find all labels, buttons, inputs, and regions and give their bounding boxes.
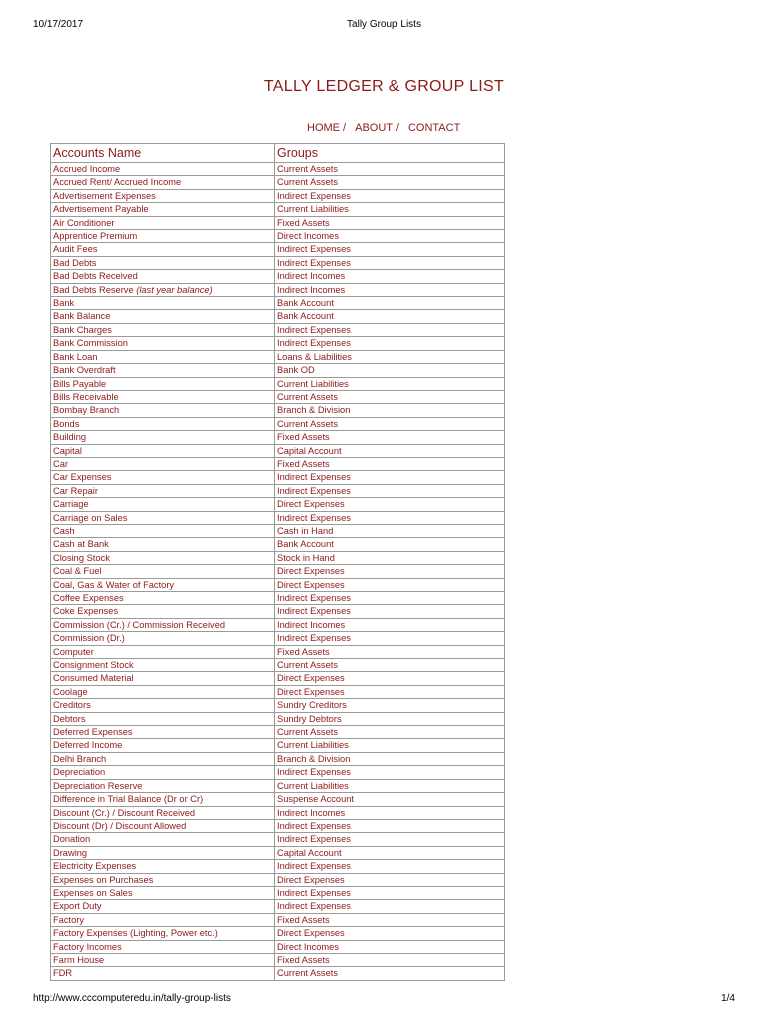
table-row [51, 431, 505, 444]
account-name: Computer [53, 646, 94, 657]
account-name-cell [51, 806, 275, 819]
group-cell: Indirect Expenses [275, 766, 505, 779]
table-row [51, 390, 505, 403]
table-row [51, 256, 505, 269]
account-name: Advertisement Expenses [53, 190, 156, 201]
table-row [51, 350, 505, 363]
account-name-cell [51, 726, 275, 739]
group-cell: Current Assets [275, 163, 505, 176]
account-name-cell [51, 471, 275, 484]
table-row [51, 310, 505, 323]
account-name-cell [51, 793, 275, 806]
table-row [51, 967, 505, 980]
account-name-cell [51, 685, 275, 698]
account-name-cell [51, 632, 275, 645]
group-cell: Branch & Division [275, 752, 505, 765]
group-cell: Direct Incomes [275, 940, 505, 953]
group-cell: Indirect Expenses [275, 511, 505, 524]
group-cell: Indirect Incomes [275, 806, 505, 819]
account-name-cell [51, 645, 275, 658]
table-row [51, 297, 505, 310]
account-note: (last year balance) [136, 284, 213, 295]
account-name-cell [51, 712, 275, 725]
table-row [51, 645, 505, 658]
table-row [51, 860, 505, 873]
table-row [51, 216, 505, 229]
account-name: Accrued Income [53, 164, 121, 174]
table-row [51, 927, 505, 940]
top-nav [307, 122, 460, 134]
account-name: Delhi Branch [53, 753, 107, 764]
account-name: Donation [53, 834, 91, 845]
account-name: Bank Balance [53, 311, 111, 322]
account-name: Carriage on Sales [53, 512, 128, 523]
group-cell: Current Liabilities [275, 739, 505, 752]
group-cell: Fixed Assets [275, 913, 505, 926]
table-row [51, 900, 505, 913]
account-name: Coffee Expenses [53, 593, 124, 603]
account-name-cell [51, 511, 275, 524]
group-cell: Capital Account [275, 444, 505, 457]
account-name-cell [51, 819, 275, 832]
account-name-cell [51, 900, 275, 913]
account-name: Coal & Fuel [53, 566, 102, 577]
table-row [51, 739, 505, 752]
account-name: Bank Overdraft [53, 365, 116, 376]
account-name-cell [51, 927, 275, 940]
account-name: Electricity Expenses [53, 861, 137, 872]
table-body [51, 163, 505, 981]
account-name-cell [51, 578, 275, 591]
group-cell: Indirect Expenses [275, 484, 505, 497]
table-row [51, 270, 505, 283]
print-page-title: Tally Group Lists [347, 19, 421, 30]
group-cell: Current Liabilities [275, 779, 505, 792]
group-cell: Indirect Expenses [275, 833, 505, 846]
account-name-cell [51, 592, 275, 605]
account-name: Expenses on Sales [53, 887, 133, 898]
table-row [51, 377, 505, 390]
column-header-groups: Groups [275, 144, 505, 163]
table-row [51, 618, 505, 631]
account-name: Factory Expenses (Lighting, Power etc.) [53, 928, 218, 939]
group-cell: Indirect Incomes [275, 283, 505, 296]
group-cell: Indirect Expenses [275, 189, 505, 202]
account-name: Accrued Rent/ Accrued Income [53, 177, 182, 188]
table-row [51, 203, 505, 216]
group-cell: Indirect Incomes [275, 270, 505, 283]
account-name-cell [51, 873, 275, 886]
nav-home-link[interactable]: HOME / [307, 122, 347, 134]
footer-url: http://www.cccomputeredu.in/tally-group-lists [33, 993, 231, 1004]
table-row [51, 659, 505, 672]
account-name-cell [51, 833, 275, 846]
group-cell: Direct Expenses [275, 672, 505, 685]
group-cell: Fixed Assets [275, 645, 505, 658]
nav-contact-link[interactable]: CONTACT [407, 122, 461, 134]
table-row [51, 404, 505, 417]
account-name: Drawing [53, 847, 88, 858]
account-name: FDR [53, 968, 73, 979]
account-name-cell [51, 659, 275, 672]
account-name: Discount (Dr) / Discount Allowed [53, 820, 187, 831]
account-name-cell [51, 967, 275, 980]
group-cell: Indirect Expenses [275, 886, 505, 899]
group-cell: Current Liabilities [275, 377, 505, 390]
account-name-cell [51, 860, 275, 873]
account-name: Deferred Expenses [53, 727, 133, 738]
account-name-cell [51, 163, 275, 176]
group-cell: Current Assets [275, 417, 505, 430]
table-row [51, 498, 505, 511]
account-name: Consumed Material [53, 673, 134, 684]
account-name-cell [51, 364, 275, 377]
account-name: Creditors [53, 700, 91, 711]
group-cell: Bank Account [275, 538, 505, 551]
account-name: Building [53, 432, 87, 443]
account-name: Bills Payable [53, 378, 107, 389]
account-name: Debtors [53, 713, 86, 724]
account-name-cell [51, 283, 275, 296]
account-name: Farm House [53, 954, 105, 965]
table-row [51, 538, 505, 551]
table-row [51, 806, 505, 819]
table-row [51, 873, 505, 886]
account-name-cell [51, 337, 275, 350]
group-cell: Indirect Incomes [275, 618, 505, 631]
ledger-group-table [50, 143, 505, 981]
group-cell: Current Liabilities [275, 203, 505, 216]
account-name: Difference in Trial Balance (Dr or Cr) [53, 794, 204, 805]
group-cell: Cash in Hand [275, 524, 505, 537]
group-cell: Indirect Expenses [275, 900, 505, 913]
account-name-cell [51, 846, 275, 859]
account-name: Bank Commission [53, 338, 128, 349]
table-row [51, 833, 505, 846]
account-name-cell [51, 176, 275, 189]
group-cell: Indirect Expenses [275, 323, 505, 336]
account-name-cell [51, 605, 275, 618]
account-name-cell [51, 323, 275, 336]
nav-about-link[interactable]: ABOUT / [355, 122, 399, 134]
account-name-cell [51, 886, 275, 899]
group-cell: Branch & Division [275, 404, 505, 417]
group-cell: Direct Expenses [275, 565, 505, 578]
table-row [51, 524, 505, 537]
account-name-cell [51, 913, 275, 926]
account-name: Cash at Bank [53, 539, 109, 550]
group-cell: Current Assets [275, 176, 505, 189]
table-row [51, 578, 505, 591]
account-name-cell [51, 618, 275, 631]
group-cell: Indirect Expenses [275, 819, 505, 832]
account-name: Capital [53, 445, 82, 456]
account-name: Commission (Dr.) [53, 633, 125, 644]
group-cell: Current Assets [275, 390, 505, 403]
account-name-cell [51, 243, 275, 256]
account-name: Cash [53, 525, 75, 536]
account-name-cell [51, 230, 275, 243]
account-name-cell [51, 256, 275, 269]
account-name-cell [51, 404, 275, 417]
account-name: Expenses on Purchases [53, 874, 154, 885]
group-cell: Direct Incomes [275, 230, 505, 243]
group-cell: Direct Expenses [275, 685, 505, 698]
footer-page-number: 1/4 [721, 993, 735, 1004]
group-cell: Indirect Expenses [275, 592, 505, 605]
account-name: Car Repair [53, 485, 98, 496]
table-row [51, 364, 505, 377]
table-row [51, 953, 505, 966]
account-name-cell [51, 203, 275, 216]
table-row [51, 712, 505, 725]
table-row [51, 163, 505, 176]
table-row [51, 230, 505, 243]
account-name-cell [51, 216, 275, 229]
group-cell: Current Assets [275, 967, 505, 980]
group-cell: Indirect Expenses [275, 632, 505, 645]
account-name: Bank Loan [53, 351, 98, 362]
table-row [51, 511, 505, 524]
account-name-cell [51, 484, 275, 497]
group-cell: Indirect Expenses [275, 243, 505, 256]
group-cell: Bank OD [275, 364, 505, 377]
account-name-cell [51, 766, 275, 779]
account-name: Bad Debts Received [53, 271, 138, 282]
table-row [51, 819, 505, 832]
account-name-cell [51, 377, 275, 390]
group-cell: Fixed Assets [275, 431, 505, 444]
table-row [51, 913, 505, 926]
table-row [51, 846, 505, 859]
account-name: Deferred Income [53, 740, 123, 751]
account-name-cell [51, 310, 275, 323]
group-cell: Current Assets [275, 659, 505, 672]
table-row [51, 565, 505, 578]
table-row [51, 283, 505, 296]
table-row [51, 176, 505, 189]
table-row [51, 484, 505, 497]
group-cell: Suspense Account [275, 793, 505, 806]
account-name-cell [51, 565, 275, 578]
table-row [51, 940, 505, 953]
account-name-cell [51, 779, 275, 792]
account-name: Closing Stock [53, 552, 110, 563]
group-cell: Direct Expenses [275, 927, 505, 940]
account-name-cell [51, 699, 275, 712]
table-row [51, 685, 505, 698]
group-cell: Bank Account [275, 297, 505, 310]
account-name-cell [51, 940, 275, 953]
account-name: Bills Receivable [53, 391, 119, 402]
account-name: Factory Incomes [53, 941, 122, 952]
account-name: Apprentice Premium [53, 231, 138, 242]
group-cell: Indirect Expenses [275, 256, 505, 269]
account-name: Coolage [53, 686, 88, 697]
group-cell: Sundry Creditors [275, 699, 505, 712]
table-row [51, 886, 505, 899]
account-name: Advertisement Payable [53, 204, 149, 215]
group-cell: Fixed Assets [275, 953, 505, 966]
account-name: Bad Debts [53, 257, 97, 268]
group-cell: Indirect Expenses [275, 471, 505, 484]
account-name: Bad Debts Reserve [53, 284, 134, 295]
account-name: Depreciation Reserve [53, 780, 143, 791]
table-row [51, 752, 505, 765]
account-name-cell [51, 270, 275, 283]
account-name: Coal, Gas & Water of Factory [53, 579, 175, 590]
account-name: Coke Expenses [53, 606, 119, 617]
table-row [51, 551, 505, 564]
group-cell: Fixed Assets [275, 457, 505, 470]
account-name: Car [53, 458, 68, 469]
account-name-cell [51, 189, 275, 202]
table-row [51, 189, 505, 202]
group-cell: Capital Account [275, 846, 505, 859]
table-row [51, 766, 505, 779]
account-name-cell [51, 524, 275, 537]
account-name: Bank [53, 298, 75, 309]
account-name: Factory [53, 914, 84, 925]
table-row [51, 444, 505, 457]
group-cell: Loans & Liabilities [275, 350, 505, 363]
account-name-cell [51, 297, 275, 310]
account-name-cell [51, 457, 275, 470]
account-name: Car Expenses [53, 472, 112, 483]
table-row [51, 243, 505, 256]
table-row [51, 699, 505, 712]
account-name: Bank Charges [53, 324, 112, 335]
table-row [51, 779, 505, 792]
account-name-cell [51, 739, 275, 752]
group-cell: Sundry Debtors [275, 712, 505, 725]
account-name-cell [51, 417, 275, 430]
account-name-cell [51, 672, 275, 685]
account-name-cell [51, 431, 275, 444]
account-name-cell [51, 444, 275, 457]
table-row [51, 726, 505, 739]
table-row [51, 417, 505, 430]
account-name: Air Conditioner [53, 217, 115, 228]
print-date: 10/17/2017 [33, 19, 84, 30]
account-name-cell [51, 953, 275, 966]
group-cell: Indirect Expenses [275, 337, 505, 350]
table-row [51, 605, 505, 618]
group-cell: Fixed Assets [275, 216, 505, 229]
group-cell: Bank Account [275, 310, 505, 323]
table-row [51, 793, 505, 806]
table-row [51, 471, 505, 484]
account-name: Bonds [53, 418, 80, 429]
account-name: Commission (Cr.) / Commission Received [53, 619, 226, 630]
account-name-cell [51, 498, 275, 511]
table-row [51, 632, 505, 645]
account-name: Audit Fees [53, 244, 98, 255]
account-name-cell [51, 350, 275, 363]
account-name: Depreciation [53, 767, 106, 778]
table-row [51, 337, 505, 350]
account-name: Discount (Cr.) / Discount Received [53, 807, 196, 818]
table-row [51, 672, 505, 685]
group-cell: Indirect Expenses [275, 860, 505, 873]
group-cell: Direct Expenses [275, 498, 505, 511]
table-header-row [51, 144, 505, 163]
account-name: Bombay Branch [53, 405, 120, 416]
account-name-cell [51, 538, 275, 551]
account-name-cell [51, 551, 275, 564]
group-cell: Direct Expenses [275, 873, 505, 886]
account-name: Carriage [53, 499, 89, 510]
account-name: Consignment Stock [53, 660, 134, 671]
column-header-accounts-name: Accounts Name [51, 144, 275, 163]
table-row [51, 457, 505, 470]
group-cell: Indirect Expenses [275, 605, 505, 618]
table-row [51, 323, 505, 336]
page-title: TALLY LEDGER & GROUP LIST [263, 78, 505, 95]
group-cell: Stock in Hand [275, 551, 505, 564]
table-row [51, 592, 505, 605]
group-cell: Direct Expenses [275, 578, 505, 591]
account-name-cell [51, 390, 275, 403]
account-name: Export Duty [53, 901, 102, 912]
account-name-cell [51, 752, 275, 765]
group-cell: Current Assets [275, 726, 505, 739]
